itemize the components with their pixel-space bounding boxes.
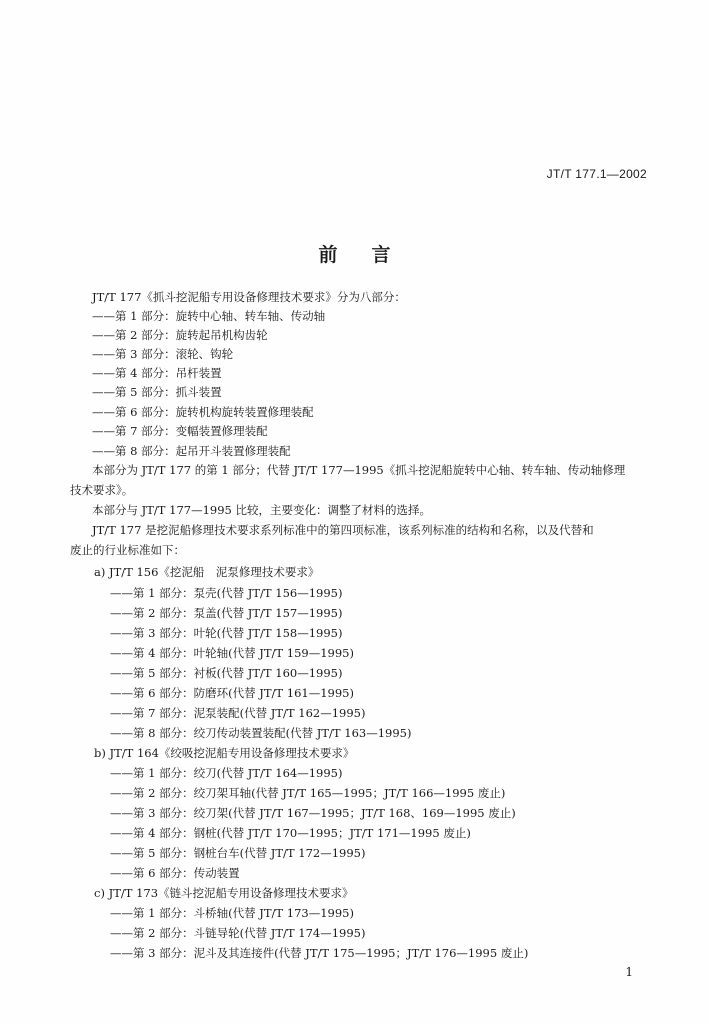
series-item: ——第 8 部分：绞刀传动装置装配(代替 JT/T 163—1995): [110, 726, 412, 740]
part-item: ——第 8 部分：起吊开斗装置修理装配: [92, 444, 291, 458]
part-item: ——第 4 部分：吊杆装置: [92, 366, 222, 380]
part-item: ——第 3 部分：滚轮、钩轮: [92, 347, 234, 361]
series-item: ——第 1 部分：泵壳(代替 JT/T 156—1995): [110, 586, 343, 600]
series-item: ——第 5 部分：衬板(代替 JT/T 160—1995): [110, 666, 343, 680]
series-item: ——第 3 部分：绞刀架(代替 JT/T 167—1995；JT/T 168、169—1995 废止): [110, 806, 516, 820]
series-heading: a) JT/T 156《挖泥船 泥泵修理技术要求》: [94, 565, 320, 579]
series-heading: b) JT/T 164《绞吸挖泥船专用设备修理技术要求》: [94, 746, 355, 760]
series-item: ——第 2 部分：泵盖(代替 JT/T 157—1995): [110, 606, 343, 620]
series-item: ——第 2 部分：斗链导轮(代替 JT/T 174—1995): [110, 926, 366, 940]
part-item: ——第 1 部分：旋转中心轴、转车轴、传动轴: [92, 309, 326, 323]
series-item: ——第 7 部分：泥泵装配(代替 JT/T 162—1995): [110, 706, 366, 720]
paragraph-line: 本部分与 JT/T 177—1995 比较，主要变化：调整了材料的选择。: [92, 503, 432, 517]
series-heading: c) JT/T 173《链斗挖泥船专用设备修理技术要求》: [94, 886, 354, 900]
standard-code: JT/T 177.1—2002: [546, 167, 647, 181]
paragraph-line: JT/T 177 是挖泥船修理技术要求系列标准中的第四项标准，该系列标准的结构和名称，以及代替和: [92, 523, 594, 537]
page-title: 前言: [318, 244, 425, 266]
series-item: ——第 1 部分：斗桥轴(代替 JT/T 173—1995): [110, 906, 354, 920]
series-item: ——第 4 部分：钢桩(代替 JT/T 170—1995；JT/T 171—1995 废止): [110, 826, 471, 840]
paragraph-line: 废止的行业标准如下：: [70, 543, 185, 557]
part-item: ——第 6 部分：旋转机构旋转装置修理装配: [92, 405, 314, 419]
series-item: ——第 4 部分：叶轮轴(代替 JT/T 159—1995): [110, 646, 354, 660]
page-number: 1: [625, 965, 633, 979]
series-item: ——第 6 部分：防磨环(代替 JT/T 161—1995): [110, 686, 354, 700]
series-item: ——第 3 部分：叶轮(代替 JT/T 158—1995): [110, 626, 343, 640]
series-intro-line: JT/T 177《抓斗挖泥船专用设备修理技术要求》分为八部分：: [92, 290, 406, 304]
part-item: ——第 2 部分：旋转起吊机构齿轮: [92, 328, 268, 342]
series-item: ——第 3 部分：泥斗及其连接件(代替 JT/T 175—1995；JT/T 176—1995 废止): [110, 946, 529, 960]
paragraph-line: 技术要求》。: [70, 483, 134, 497]
series-item: ——第 2 部分：绞刀架耳轴(代替 JT/T 165—1995；JT/T 166—1995 废止): [110, 786, 506, 800]
part-item: ——第 5 部分：抓斗装置: [92, 385, 222, 399]
series-item: ——第 6 部分：传动装置: [110, 866, 240, 880]
series-item: ——第 5 部分：钢桩台车(代替 JT/T 172—1995): [110, 846, 366, 860]
paragraph-line: 本部分为 JT/T 177 的第 1 部分；代替 JT/T 177—1995《抓斗挖泥船旋转中心轴、转车轴、传动轴修理: [92, 463, 626, 477]
part-item: ——第 7 部分：变幅装置修理装配: [92, 424, 268, 438]
series-item: ——第 1 部分：绞刀(代替 JT/T 164—1995): [110, 766, 343, 780]
